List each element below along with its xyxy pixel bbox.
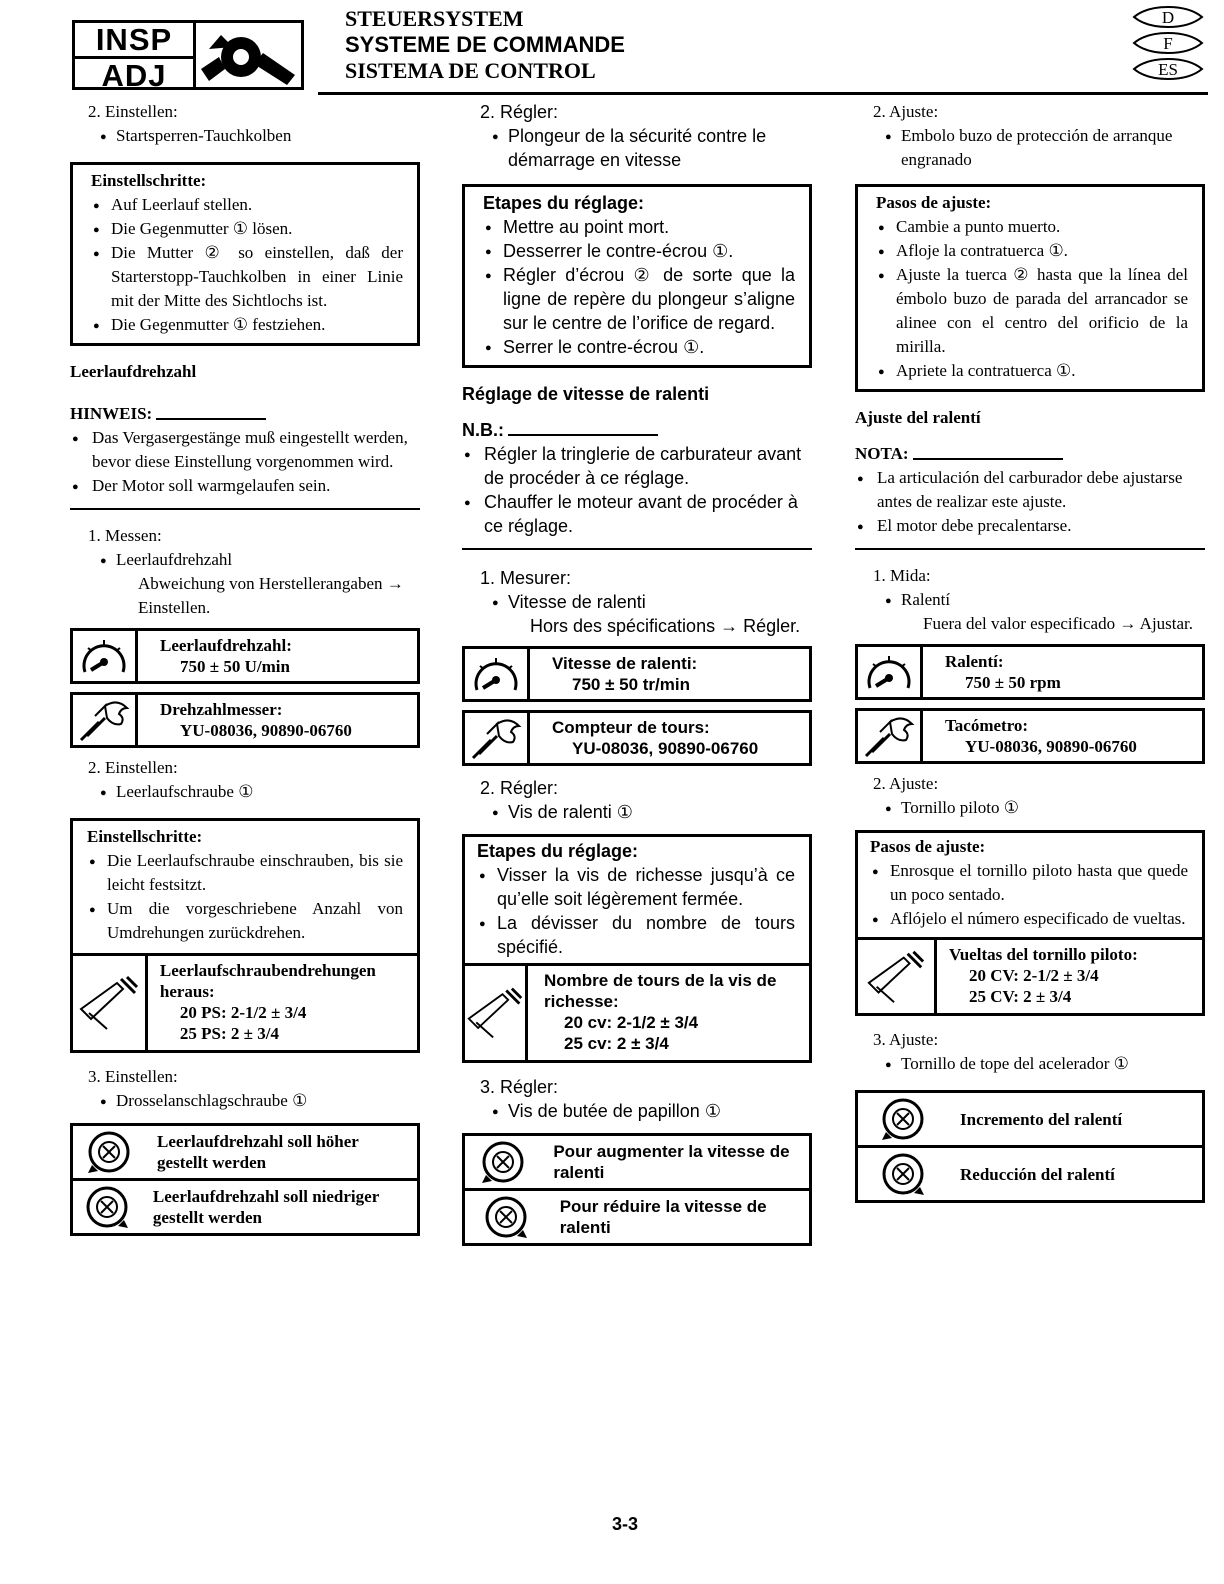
spec-value: 25 cv: 2 ± 3/4	[564, 1034, 669, 1053]
step2-item: ● Startsperren-Tauchkolben	[70, 124, 420, 148]
spec-label: Vueltas del tornillo piloto:	[949, 945, 1138, 964]
spec-tachometer	[855, 708, 1205, 764]
spec-tachometer	[70, 692, 420, 748]
spec-value: 750 ± 50 rpm	[965, 673, 1061, 692]
lang-badge-es	[1132, 58, 1204, 80]
adjust-down-text: Reducción del ralentí	[960, 1164, 1115, 1184]
lang-es-label: ES	[1158, 60, 1178, 79]
spec-idle-speed	[462, 646, 812, 702]
measure-sub: Abweichung von Herstellerangaben → Einstellen.	[138, 574, 404, 617]
spec-screw-turns	[858, 937, 1202, 1013]
adjust-steps-box-2	[855, 830, 1205, 1016]
lang-d-label: D	[1161, 8, 1175, 27]
adjust-steps-title: Einstellschritte:	[91, 171, 207, 190]
adjust-steps-title: Etapes du réglage:	[483, 193, 645, 213]
spec-value: YU-08036, 90890-06760	[180, 721, 352, 740]
measure-item: ● Vitesse de ralenti	[462, 590, 812, 614]
adjust-step: ● Die Mutter ② so einstellen, daß der Starterstopp-Tauchkolben in einer Linie mit der Mitte des Sichtlochs ist.	[91, 241, 403, 313]
adjust-step: ● Ajuste la tuerca ② hasta que la línea del émbolo buzo de parada del arrancador se alinee con el centro del orificio de la mirilla.	[876, 263, 1188, 359]
note-title	[70, 402, 420, 426]
adjust-step: ● Enrosque el tornillo piloto hasta que quede un poco sentado.	[870, 859, 1188, 907]
gauge-icon	[469, 652, 523, 696]
screwdriver-icon	[465, 985, 525, 1041]
measure-item: ● Leerlaufdrehzahl	[70, 548, 420, 572]
adjust-step: ● La dévisser du nombre de tours spécifié.	[477, 911, 795, 959]
step2-heading: 2. Régler:	[480, 102, 559, 122]
adjust-item-3: ● Tornillo de tope del acelerador ①	[855, 1052, 1205, 1076]
spec-idle-speed	[855, 644, 1205, 700]
spec-label: Leerlaufschraubendrehungen heraus:	[159, 961, 376, 1001]
spec-label: Nombre de tours de la vis de richesse:	[544, 971, 777, 1011]
tool-icon	[862, 712, 916, 760]
adjust-steps-title: Einstellschritte:	[87, 827, 203, 846]
rotate-ccw-icon	[483, 1194, 529, 1240]
adjust-step: ● Mettre au point mort.	[483, 215, 795, 239]
idle-adjust-table	[462, 1133, 812, 1246]
measure-heading: 1. Mida:	[873, 566, 931, 585]
rotate-ccw-icon	[880, 1151, 926, 1197]
logo-adj-label: ADJ	[75, 59, 196, 90]
spec-label: Drehzahlmesser:	[160, 700, 283, 719]
divider	[462, 548, 812, 550]
divider	[855, 548, 1205, 550]
spec-label: Compteur de tours:	[552, 718, 710, 737]
section-heading: Ajuste del ralentí	[855, 408, 981, 427]
note-item: ● Der Motor soll warmgelaufen sein.	[70, 474, 420, 498]
adjust-steps-box	[855, 184, 1205, 392]
spec-screw-turns	[73, 953, 417, 1050]
spec-value: 750 ± 50 U/min	[180, 657, 290, 676]
adjust-steps-box	[462, 184, 812, 368]
note-title-text: NOTA:	[855, 444, 909, 463]
spec-label: Tacómetro:	[945, 716, 1029, 735]
rotate-cw-icon	[86, 1129, 132, 1175]
screwdriver-icon	[865, 949, 927, 1005]
step2-heading: 2. Einstellen:	[88, 102, 178, 121]
adjust-heading-3: 3. Ajuste:	[873, 1030, 939, 1049]
adjust-step: ● Die Gegenmutter ① lösen.	[91, 217, 403, 241]
adjust-step: ● Cambie a punto muerto.	[876, 215, 1188, 239]
title-spanish: SISTEMA DE CONTROL	[345, 58, 596, 83]
adjust-heading: 2. Ajuste:	[873, 774, 939, 793]
adjust-step: ● Afloje la contratuerca ①.	[876, 239, 1188, 263]
adjust-heading: 2. Régler:	[480, 778, 559, 798]
adjust-steps-title: Pasos de ajuste:	[876, 193, 992, 212]
idle-adjust-table	[855, 1090, 1205, 1203]
spec-label: Leerlaufdrehzahl:	[160, 636, 292, 655]
title-french: SYSTEME DE COMMANDE	[345, 32, 625, 57]
note-title	[462, 418, 812, 442]
step2-item: ● Embolo buzo de protección de arranque engranado	[855, 124, 1205, 172]
adjust-step: ● Serrer le contre-écrou ①.	[483, 335, 795, 359]
logo-insp-label: INSP	[75, 23, 196, 59]
note-item: ● La articulación del carburador debe ajustarse antes de realizar este ajuste.	[855, 466, 1205, 514]
tool-icon	[77, 696, 131, 744]
lang-badge-f	[1132, 32, 1204, 54]
header-rule	[318, 92, 1208, 95]
adjust-step: ● Desserrer le contre-écrou ①.	[483, 239, 795, 263]
adjust-up-text: Incremento del ralentí	[960, 1109, 1123, 1129]
note-item: ● El motor debe precalentarse.	[855, 514, 1205, 538]
note-item: ● Régler la tringlerie de carburateur avant de procéder à ce réglage.	[462, 442, 812, 490]
wrench-nut-icon	[199, 29, 299, 87]
section-heading: Leerlaufdrehzahl	[70, 362, 197, 381]
measure-item: ● Ralentí	[855, 588, 1205, 612]
adjust-item: ● Vis de ralenti ①	[462, 800, 812, 824]
measure-heading: 1. Messen:	[88, 526, 162, 545]
spec-value: YU-08036, 90890-06760	[965, 737, 1137, 756]
adjust-heading: 2. Einstellen:	[88, 758, 178, 777]
spec-value: 25 PS: 2 ± 3/4	[179, 1024, 279, 1043]
insp-adj-logo	[72, 20, 304, 93]
column-spanish	[855, 100, 1205, 1213]
adjust-item-3: ● Drosselanschlagschraube ①	[70, 1089, 420, 1113]
spec-value: YU-08036, 90890-06760	[572, 739, 759, 758]
adjust-steps-title: Etapes du réglage:	[477, 841, 639, 861]
adjust-step: ● Régler d’écrou ② de sorte que la ligne de repère du plongeur s’aligne sur le centre de l’orifice de regard.	[483, 263, 795, 335]
adjust-steps-box-2	[462, 834, 812, 1063]
adjust-step: ● Visser la vis de richesse jusqu’à ce qu’elle soit légèrement fermée.	[477, 863, 795, 911]
screwdriver-icon	[77, 975, 141, 1031]
title-german: STEUERSYSTEM	[345, 6, 524, 31]
rotate-ccw-icon	[84, 1184, 130, 1230]
note-title	[855, 442, 1205, 466]
adjust-step: ● Aflójelo el número especificado de vueltas.	[870, 907, 1188, 931]
spec-label: Ralentí:	[945, 652, 1004, 671]
spec-value: 20 cv: 2-1/2 ± 3/4	[564, 1013, 699, 1032]
adjust-heading-3: 3. Einstellen:	[88, 1067, 178, 1086]
note-title-text: N.B.:	[462, 420, 504, 440]
adjust-steps-box-2	[70, 818, 420, 1053]
idle-adjust-table	[70, 1123, 420, 1236]
section-heading: Réglage de vitesse de ralenti	[462, 384, 710, 404]
adjust-step: ● Die Leerlaufschraube einschrauben, bis sie leicht festsitzt.	[87, 849, 403, 897]
divider	[70, 508, 420, 510]
adjust-item: ● Tornillo piloto ①	[855, 796, 1205, 820]
spec-idle-speed	[70, 628, 420, 684]
adjust-up-text: Pour augmenter la vitesse de ralenti	[553, 1142, 790, 1182]
lang-badge-d	[1132, 6, 1204, 28]
adjust-steps-box	[70, 162, 420, 346]
adjust-step: ● Apriete la contratuerca ①.	[876, 359, 1188, 383]
adjust-down-text: Pour réduire la vitesse de ralenti	[559, 1197, 767, 1237]
step2-item: ● Plongeur de la sécurité contre le démarrage en vitesse	[462, 124, 812, 172]
adjust-item: ● Leerlaufschraube ①	[70, 780, 420, 804]
gauge-icon	[862, 650, 916, 694]
page-number: 3-3	[612, 1514, 639, 1534]
adjust-steps-title: Pasos de ajuste:	[870, 837, 986, 856]
note-item: ● Chauffer le moteur avant de procéder à ce réglage.	[462, 490, 812, 538]
spec-value: 25 CV: 2 ± 3/4	[969, 987, 1072, 1006]
note-title-text: HINWEIS:	[70, 404, 153, 423]
measure-sub: Fuera del valor especificado → Ajustar.	[923, 614, 1194, 633]
gauge-icon	[77, 634, 131, 678]
adjust-item-3: ● Vis de butée de papillon ①	[462, 1099, 812, 1123]
column-french	[462, 100, 812, 1256]
spec-tachometer	[462, 710, 812, 766]
adjust-step: ● Um die vorgeschriebene Anzahl von Umdrehungen zurückdrehen.	[87, 897, 403, 945]
column-german	[70, 100, 420, 1246]
spec-screw-turns	[465, 963, 809, 1060]
lang-f-label: F	[1163, 34, 1173, 53]
adjust-step: ● Auf Leerlauf stellen.	[91, 193, 403, 217]
note-item: ● Das Vergasergestänge muß eingestellt werden, bevor diese Einstellung vorgenommen wird.	[70, 426, 420, 474]
adjust-down-text: Leerlaufdrehzahl soll niedriger gestellt werden	[152, 1187, 379, 1227]
step2-heading: 2. Ajuste:	[873, 102, 939, 121]
adjust-heading-3: 3. Régler:	[480, 1077, 559, 1097]
measure-sub: Hors des spécifications → Régler.	[530, 616, 801, 636]
rotate-cw-icon	[880, 1096, 926, 1142]
spec-value: 20 CV: 2-1/2 ± 3/4	[969, 966, 1099, 985]
adjust-up-text: Leerlaufdrehzahl soll höher gestellt werden	[157, 1132, 359, 1172]
spec-value: 20 PS: 2-1/2 ± 3/4	[179, 1003, 307, 1022]
measure-heading: 1. Mesurer:	[480, 568, 572, 588]
spec-label: Vitesse de ralenti:	[552, 654, 698, 673]
spec-value: 750 ± 50 tr/min	[572, 675, 690, 694]
adjust-step: ● Die Gegenmutter ① festziehen.	[91, 313, 403, 337]
tool-icon	[469, 714, 523, 762]
rotate-cw-icon	[480, 1139, 526, 1185]
